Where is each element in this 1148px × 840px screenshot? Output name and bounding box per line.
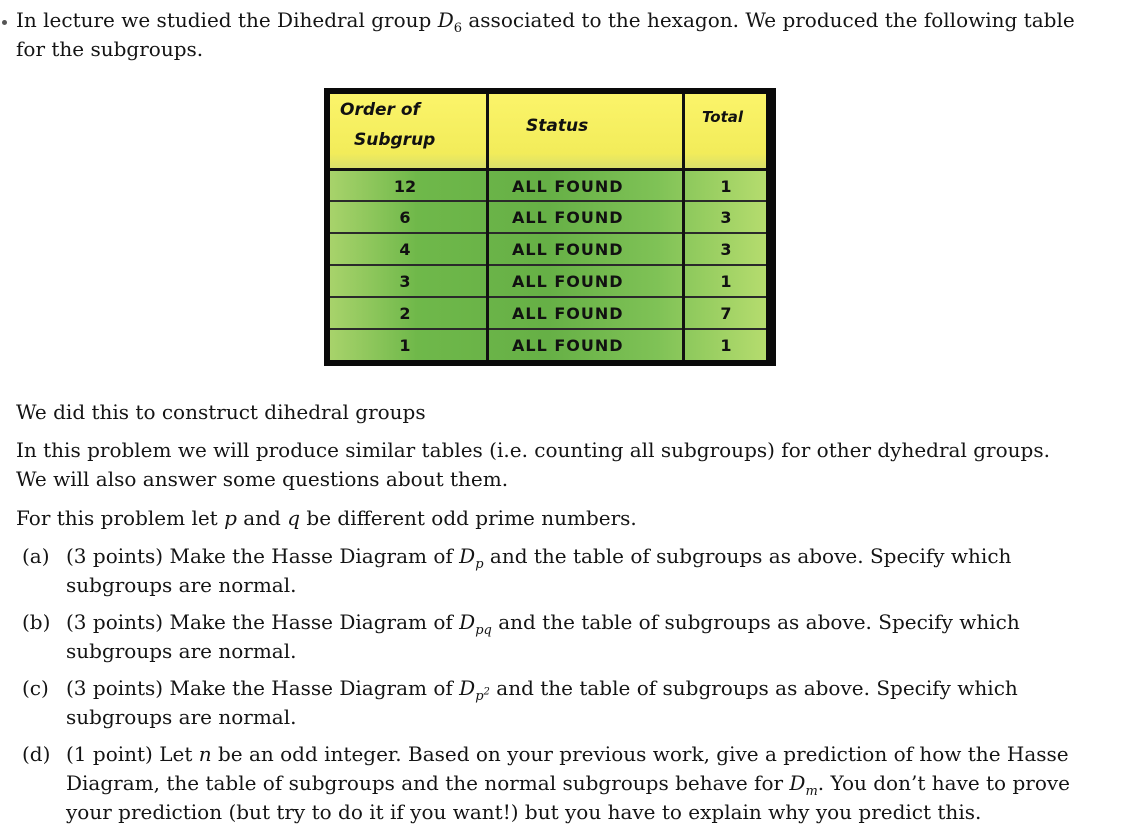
item-b-line2: subgroups are normal. [66, 639, 297, 663]
var-n: n [198, 742, 212, 766]
item-c-sub-base: p [475, 689, 484, 704]
header-status: Status [526, 116, 589, 136]
row-order: 3 [399, 272, 411, 291]
subgroup-table-image [324, 88, 776, 366]
var-q: q [287, 506, 301, 530]
row-order: 2 [399, 304, 411, 323]
item-c-post: and the table of subgroups as above. Specify which [489, 676, 1018, 700]
row-total: 1 [720, 177, 732, 196]
table-divider-2 [682, 94, 685, 360]
item-c-sup: 2 [483, 686, 490, 698]
row-status: ALL FOUND [512, 304, 624, 323]
header-order-line2: Subgrup [354, 130, 436, 150]
item-b-group: D [459, 610, 476, 634]
row-order: 1 [399, 336, 411, 355]
row-total: 1 [720, 336, 732, 355]
para-construct: We did this to construct dihedral groups [16, 400, 426, 424]
row-status: ALL FOUND [512, 336, 624, 355]
item-a-label: (a) [22, 544, 50, 568]
para-primes-text-b: and [236, 506, 288, 530]
intro-line1-b: associated to the hexagon. We produced the following table [462, 8, 1075, 32]
var-p: p [224, 506, 237, 530]
para-primes-text-c: be different odd prime numbers. [300, 506, 637, 530]
row-status: ALL FOUND [512, 177, 624, 196]
item-c-label: (c) [22, 676, 49, 700]
row-order: 4 [399, 240, 411, 259]
item-c-line2: subgroups are normal. [66, 705, 297, 729]
table-row [330, 232, 766, 266]
row-total: 7 [720, 304, 732, 323]
item-b-post: and the table of subgroups as above. Specify which [491, 610, 1020, 634]
row-total: 1 [720, 272, 732, 291]
intro-group-subscript: 6 [453, 21, 463, 36]
row-status: ALL FOUND [512, 272, 624, 291]
table-row [330, 168, 766, 203]
row-total: 3 [720, 208, 732, 227]
item-a-text [66, 542, 1084, 600]
item-a-group: D [459, 544, 476, 568]
item-d-l2-a: Diagram, the table of subgroups and the normal subgroups behave for [66, 771, 790, 795]
item-b-label: (b) [22, 610, 51, 634]
item-c-pre: (3 points) Make the Hasse Diagram of [66, 676, 460, 700]
item-d-l3: your prediction (but try to do it if you want!) but you have to explain why you predict this. [66, 800, 982, 824]
row-order: 6 [399, 208, 411, 227]
header-total: Total [702, 108, 744, 126]
para-problem-line2: We will also answer some questions about them. [16, 467, 509, 491]
item-d-text [66, 740, 1084, 827]
row-total: 3 [720, 240, 732, 259]
item-d-l1-b: be an odd integer. Based on your previous work, give a prediction of how the Hasse [211, 742, 1069, 766]
row-order: 12 [393, 177, 417, 196]
item-c-sub [475, 686, 490, 704]
intro-group-symbol: D [437, 8, 454, 32]
item-d-sub: m [805, 784, 818, 799]
table-row [330, 296, 766, 330]
table-header-band [330, 94, 766, 168]
para-primes [16, 504, 1088, 533]
item-d-l2-b: . You don’t have to prove [817, 771, 1070, 795]
item-b-sub: pq [475, 623, 492, 638]
table-row [330, 200, 766, 234]
header-order-line1: Order of [340, 100, 420, 120]
item-a-pre: (3 points) Make the Hasse Diagram of [66, 544, 460, 568]
item-c-group: D [459, 676, 476, 700]
intro-line1-a: In lecture we studied the Dihedral group [16, 8, 438, 32]
item-a-post: and the table of subgroups as above. Specify which [483, 544, 1012, 568]
item-c-text [66, 674, 1084, 732]
item-d-group: D [789, 771, 806, 795]
item-a-sub: p [475, 557, 484, 572]
bullet-marker [2, 20, 7, 25]
item-a-line2: subgroups are normal. [66, 573, 297, 597]
item-d-l1-a: (1 point) Let [66, 742, 199, 766]
table-divider-1 [486, 94, 489, 360]
row-status: ALL FOUND [512, 240, 624, 259]
intro-line2: for the subgroups. [16, 37, 204, 61]
table-row [330, 264, 766, 298]
para-primes-text-a: For this problem let [16, 506, 225, 530]
intro-paragraph [16, 6, 1088, 64]
table-row [330, 328, 766, 360]
para-problem-line1: In this problem we will produce similar tables (i.e. counting all subgroups) for other dyhedral groups. [16, 438, 1050, 462]
row-status: ALL FOUND [512, 208, 624, 227]
item-b-pre: (3 points) Make the Hasse Diagram of [66, 610, 460, 634]
item-b-text [66, 608, 1084, 666]
item-d-label: (d) [22, 742, 51, 766]
para-problem [16, 436, 1088, 494]
